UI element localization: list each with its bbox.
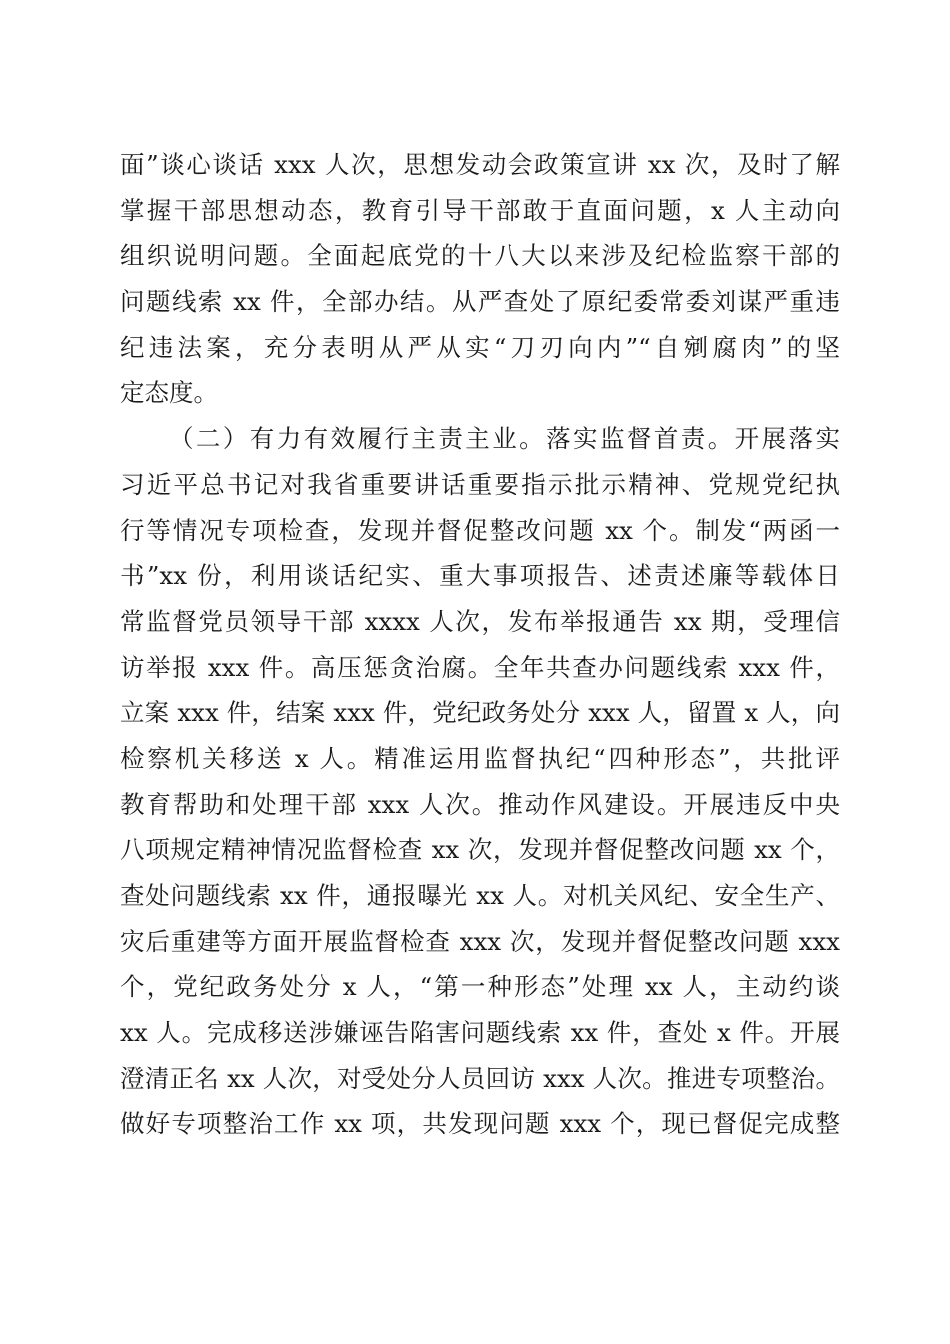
text-line: 面”谈心谈话 xxx 人次，思想发动会政策宣讲 xx 次，及时了解 [120,150,840,179]
text-line: 澄清正名 xx 人次，对受处分人员回访 xxx 人次。推进专项整治。 [120,1063,840,1093]
section-heading-line: （二）有力有效履行主责主业。落实监督首责。开展落实 [169,424,840,454]
text-line: 检察机关移送 x 人。精准运用监督执纪“四种形态”，共批评 [120,743,840,773]
text-line: 组织说明问题。全面起底党的十八大以来涉及纪检监察干部的 [120,241,840,271]
text-line: 纪违法案，充分表明从严从实“刀刃向内”“自剜腐肉”的坚 [120,332,840,362]
text-line: 个，党纪政务处分 x 人，“第一种形态”处理 xx 人，主动约谈 [120,972,840,1002]
text-line: 书”xx 份，利用谈话纪实、重大事项报告、述责述廉等载体日 [120,561,840,591]
text-line: 习近平总书记对我省重要讲话重要指示批示精神、党规党纪执 [120,469,840,499]
text-line: 八项规定精神情况监督检查 xx 次，发现并督促整改问题 xx 个， [120,835,840,865]
text-line: 立案 xxx 件，结案 xxx 件，党纪政务处分 xxx 人，留置 x 人，向 [120,698,840,728]
text-line: 定态度。 [120,378,218,408]
text-line: 访举报 xxx 件。高压惩贪治腐。全年共查办问题线索 xxx 件， [120,652,840,682]
text-line: 常监督党员领导干部 xxxx 人次，发布举报通告 xx 期，受理信 [120,606,840,636]
text-line: 问题线索 xx 件，全部办结。从严查处了原纪委常委刘谋严重违 [120,287,840,317]
text-line: 灾后重建等方面开展监督检查 xxx 次，发现并督促整改问题 xxx [120,926,840,956]
text-line: 行等情况专项检查，发现并督促整改问题 xx 个。制发“两函一 [120,515,840,545]
text-line: 做好专项整治工作 xx 项，共发现问题 xxx 个，现已督促完成整 [120,1109,840,1139]
text-line: 教育帮助和处理干部 xxx 人次。推动作风建设。开展违反中央 [120,789,840,819]
body-text [120,142,840,1147]
text-line: 查处问题线索 xx 件，通报曝光 xx 人。对机关风纪、安全生产、 [120,881,840,910]
text-line: xx 人。完成移送涉嫌诬告陷害问题线索 xx 件，查处 x 件。开展 [120,1018,840,1048]
text-line: 掌握干部思想动态，教育引导干部敢于直面问题，x 人主动向 [120,195,840,225]
